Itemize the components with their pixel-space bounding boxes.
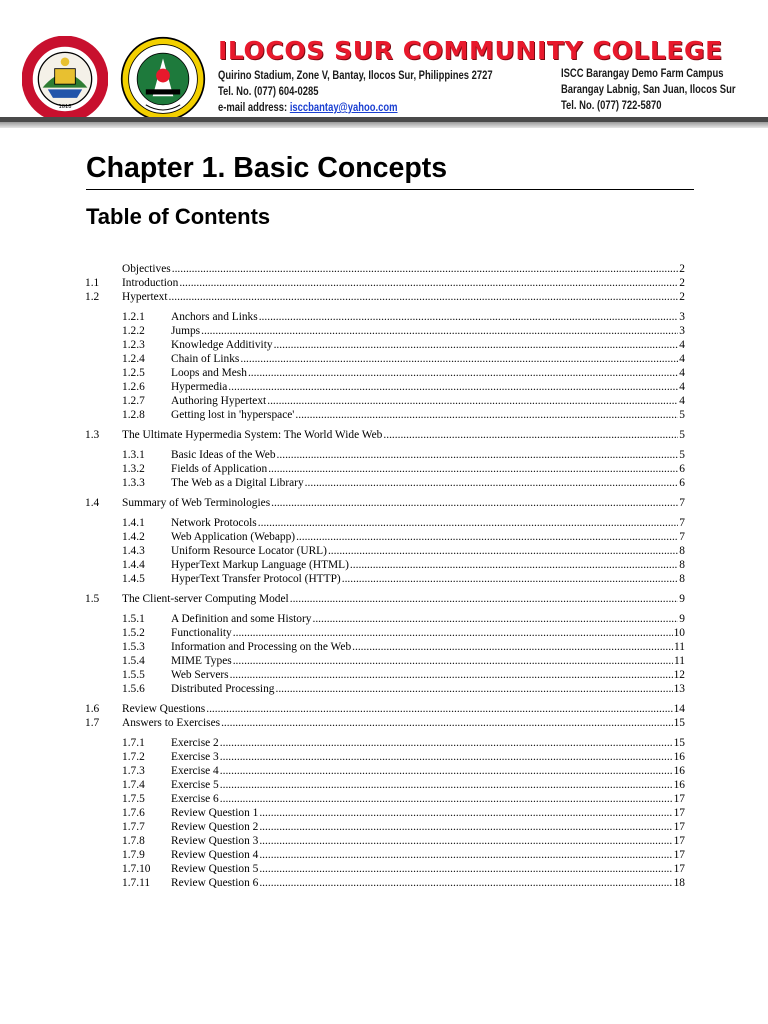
toc-entry[interactable] (85, 366, 685, 380)
toc-dot-leader (296, 530, 678, 544)
toc-entry-page: 6 (679, 477, 685, 489)
toc-entry[interactable] (85, 544, 685, 558)
toc-entry-page: 5 (679, 429, 685, 441)
toc-dot-leader (259, 806, 672, 820)
toc-dot-leader (274, 338, 679, 352)
table-of-contents (85, 262, 685, 890)
toc-entry[interactable] (85, 626, 685, 640)
toc-entry-title: Information and Processing on the Web (171, 641, 352, 653)
toc-dot-leader (220, 778, 673, 792)
toc-entry-page: 18 (673, 877, 685, 889)
email-line (218, 100, 493, 116)
toc-entry-title: The Client-server Computing Model (122, 593, 289, 605)
toc-entry[interactable] (85, 778, 685, 792)
toc-entry-page: 3 (679, 311, 685, 323)
toc-entry-number: 1.4.5 (122, 573, 145, 585)
toc-entry[interactable] (85, 654, 685, 668)
toc-entry[interactable] (85, 448, 685, 462)
toc-entry-page: 4 (679, 353, 685, 365)
toc-entry-title: Exercise 5 (171, 779, 219, 791)
toc-entry[interactable] (85, 592, 685, 606)
toc-dot-leader (352, 640, 673, 654)
toc-entry-number: 1.2 (85, 291, 100, 303)
toc-entry-page: 7 (679, 531, 685, 543)
toc-entry-page: 17 (673, 793, 685, 805)
toc-entry-page: 9 (679, 593, 685, 605)
toc-entry[interactable] (85, 716, 685, 730)
toc-entry-page: 11 (674, 641, 685, 653)
toc-entry-page: 9 (679, 613, 685, 625)
address-block-main (218, 68, 493, 116)
toc-entry-number: 1.4.3 (122, 545, 145, 557)
toc-entry-number: 1.3.1 (122, 449, 145, 461)
toc-entry[interactable] (85, 408, 685, 422)
toc-entry-title: MIME Types (171, 655, 232, 667)
toc-entry-page: 14 (673, 703, 685, 715)
toc-entry[interactable] (85, 310, 685, 324)
toc-entry[interactable] (85, 558, 685, 572)
toc-entry-title: Exercise 2 (171, 737, 219, 749)
toc-dot-leader (290, 592, 679, 606)
toc-entry-title: Loops and Mesh (171, 367, 247, 379)
toc-dot-leader (206, 702, 672, 716)
toc-dot-leader (259, 862, 672, 876)
toc-entry-number: 1.7.11 (122, 877, 151, 889)
toc-entry-number: 1.7.7 (122, 821, 145, 833)
toc-entry-title: Network Protocols (171, 517, 257, 529)
toc-dot-leader (172, 262, 679, 276)
toc-entry-title: Distributed Processing (171, 683, 275, 695)
toc-entry[interactable] (85, 380, 685, 394)
toc-entry-number: 1.7.4 (122, 779, 145, 791)
address-line: Quirino Stadium, Zone V, Bantay, Ilocos Sur, Philippines 2727 (218, 70, 493, 82)
toc-entry-number: 1.6 (85, 703, 100, 715)
toc-dot-leader (179, 276, 678, 290)
toc-entry-title: Knowledge Additivity (171, 339, 273, 351)
toc-entry-page: 4 (679, 381, 685, 393)
toc-entry[interactable] (85, 702, 685, 716)
toc-entry-page: 17 (673, 835, 685, 847)
toc-entry[interactable] (85, 682, 685, 696)
toc-dot-leader (312, 612, 678, 626)
toc-dot-leader (267, 394, 678, 408)
toc-entry-title: Exercise 6 (171, 793, 219, 805)
address-block-campus (561, 66, 736, 114)
toc-entry[interactable] (85, 876, 685, 890)
toc-dot-leader (240, 352, 678, 366)
toc-entry-number: 1.5.3 (122, 641, 145, 653)
toc-entry-number: 1.7.10 (122, 863, 151, 875)
chapter-title: Chapter 1. Basic Concepts (86, 152, 448, 184)
toc-entry[interactable] (85, 820, 685, 834)
toc-dot-leader (328, 544, 678, 558)
toc-dot-leader (169, 290, 679, 304)
campus-address: Barangay Labnig, San Juan, Ilocos Sur (561, 84, 736, 96)
toc-entry-title: Review Question 5 (171, 863, 259, 875)
toc-dot-leader (305, 476, 679, 490)
toc-dot-leader (271, 496, 678, 510)
toc-entry-number: 1.7.2 (122, 751, 145, 763)
toc-entry-page: 13 (673, 683, 685, 695)
toc-dot-leader (248, 366, 678, 380)
toc-entry-number: 1.4 (85, 497, 100, 509)
toc-entry-page: 17 (673, 863, 685, 875)
toc-entry[interactable] (85, 338, 685, 352)
province-seal-icon (22, 36, 108, 122)
toc-entry-title: HyperText Transfer Protocol (HTTP) (171, 573, 341, 585)
toc-entry-page: 5 (679, 409, 685, 421)
toc-entry[interactable] (85, 324, 685, 338)
toc-entry[interactable] (85, 612, 685, 626)
toc-entry-page: 12 (673, 669, 685, 681)
toc-entry-title: The Web as a Digital Library (171, 477, 304, 489)
toc-entry-page: 16 (673, 779, 685, 791)
toc-entry[interactable] (85, 834, 685, 848)
toc-entry[interactable] (85, 290, 685, 304)
toc-entry-page: 15 (673, 737, 685, 749)
toc-dot-leader (295, 408, 678, 422)
toc-entry-page: 5 (679, 449, 685, 461)
toc-entry[interactable] (85, 640, 685, 654)
toc-entry-title: Review Question 4 (171, 849, 259, 861)
phone-line: Tel. No. (077) 604-0285 (218, 86, 319, 98)
toc-entry-title: Objectives (122, 263, 171, 275)
toc-entry-title: Review Question 3 (171, 835, 259, 847)
title-rule (86, 189, 694, 190)
toc-entry[interactable] (85, 736, 685, 750)
toc-entry-page: 17 (673, 849, 685, 861)
toc-entry-number: 1.2.2 (122, 325, 145, 337)
toc-entry-title: Web Servers (171, 669, 229, 681)
toc-dot-leader (259, 820, 672, 834)
toc-entry-title: Review Question 1 (171, 807, 259, 819)
toc-entry-title: Web Application (Webapp) (171, 531, 296, 543)
toc-entry-number: 1.7.8 (122, 835, 145, 847)
toc-dot-leader (220, 792, 673, 806)
toc-entry-title: Fields of Application (171, 463, 268, 475)
toc-entry-title: Getting lost in 'hyperspace' (171, 409, 295, 421)
toc-entry-number: 1.2.7 (122, 395, 145, 407)
toc-entry-number: 1.2.6 (122, 381, 145, 393)
toc-entry-page: 17 (673, 821, 685, 833)
email-label: e-mail address: (218, 102, 288, 114)
toc-dot-leader (342, 572, 679, 586)
toc-entry-title: Functionality (171, 627, 232, 639)
toc-entry-title: Review Question 2 (171, 821, 259, 833)
toc-dot-leader (220, 750, 673, 764)
toc-entry-page: 7 (679, 517, 685, 529)
toc-entry-title: Summary of Web Terminologies (122, 497, 271, 509)
toc-entry[interactable] (85, 496, 685, 510)
toc-entry[interactable] (85, 792, 685, 806)
toc-entry-page: 6 (679, 463, 685, 475)
svg-text:1818: 1818 (58, 104, 72, 111)
toc-entry-title: Exercise 3 (171, 751, 219, 763)
toc-entry-page: 7 (679, 497, 685, 509)
toc-entry-title: Hypermedia (171, 381, 228, 393)
toc-dot-leader (277, 448, 679, 462)
toc-entry[interactable] (85, 530, 685, 544)
toc-dot-leader (268, 462, 678, 476)
toc-entry-title: Chain of Links (171, 353, 240, 365)
toc-dot-leader (220, 764, 673, 778)
toc-dot-leader (275, 682, 672, 696)
toc-entry-number: 1.4.4 (122, 559, 145, 571)
toc-entry-number: 1.4.2 (122, 531, 145, 543)
toc-dot-leader (259, 310, 679, 324)
toc-entry-number: 1.7 (85, 717, 100, 729)
toc-dot-leader (383, 428, 678, 442)
toc-entry-title: Review Question 6 (171, 877, 259, 889)
toc-entry-number: 1.2.1 (122, 311, 145, 323)
toc-dot-leader (259, 834, 672, 848)
college-seal-icon (120, 36, 206, 122)
toc-entry-title: A Definition and some History (171, 613, 312, 625)
toc-entry[interactable] (85, 848, 685, 862)
toc-entry[interactable] (85, 262, 685, 276)
toc-entry-title: Uniform Resource Locator (URL) (171, 545, 327, 557)
toc-entry-page: 2 (679, 277, 685, 289)
toc-dot-leader (259, 876, 672, 890)
toc-entry[interactable] (85, 462, 685, 476)
toc-entry[interactable] (85, 764, 685, 778)
toc-entry-number: 1.5.5 (122, 669, 145, 681)
college-name: ILOCOS SUR COMMUNITY COLLEGE (218, 36, 723, 65)
toc-entry-number: 1.2.3 (122, 339, 145, 351)
toc-entry-number: 1.3.3 (122, 477, 145, 489)
toc-entry-page: 8 (679, 559, 685, 571)
toc-dot-leader (258, 516, 679, 530)
toc-entry-page: 4 (679, 395, 685, 407)
toc-entry-number: 1.7.9 (122, 849, 145, 861)
toc-entry[interactable] (85, 806, 685, 820)
toc-entry-number: 1.3 (85, 429, 100, 441)
toc-entry-number: 1.5 (85, 593, 100, 605)
toc-entry[interactable] (85, 572, 685, 586)
toc-entry-number: 1.4.1 (122, 517, 145, 529)
toc-entry-title: Jumps (171, 325, 201, 337)
toc-entry-number: 1.2.8 (122, 409, 145, 421)
toc-dot-leader (233, 654, 673, 668)
campus-name: ISCC Barangay Demo Farm Campus (561, 68, 724, 80)
campus-phone: Tel. No. (077) 722-5870 (561, 100, 662, 112)
toc-entry[interactable] (85, 276, 685, 290)
toc-entry[interactable] (85, 394, 685, 408)
toc-entry[interactable] (85, 750, 685, 764)
toc-dot-leader (228, 380, 678, 394)
toc-entry-title: Anchors and Links (171, 311, 258, 323)
toc-entry-page: 4 (679, 339, 685, 351)
toc-entry-number: 1.1 (85, 277, 100, 289)
toc-entry-number: 1.5.6 (122, 683, 145, 695)
toc-entry-page: 4 (679, 367, 685, 379)
toc-entry-page: 10 (673, 627, 685, 639)
toc-entry-number: 1.2.4 (122, 353, 145, 365)
toc-entry-page: 3 (679, 325, 685, 337)
toc-entry[interactable] (85, 476, 685, 490)
toc-entry-number: 1.7.3 (122, 765, 145, 777)
toc-entry[interactable] (85, 862, 685, 876)
toc-heading: Table of Contents (86, 204, 271, 229)
toc-entry-title: Exercise 4 (171, 765, 219, 777)
toc-dot-leader (201, 324, 678, 338)
toc-entry-number: 1.5.1 (122, 613, 145, 625)
toc-entry-number: 1.2.5 (122, 367, 145, 379)
toc-entry-number: 1.7.1 (122, 737, 145, 749)
toc-dot-leader (230, 668, 673, 682)
toc-entry-number: 1.5.4 (122, 655, 145, 667)
toc-entry-page: 17 (673, 807, 685, 819)
toc-dot-leader (233, 626, 673, 640)
toc-entry-title: Hypertext (122, 291, 168, 303)
toc-entry-page: 16 (673, 751, 685, 763)
toc-entry-page: 15 (673, 717, 685, 729)
toc-entry[interactable] (85, 428, 685, 442)
toc-entry-number: 1.7.5 (122, 793, 145, 805)
toc-entry-title: The Ultimate Hypermedia System: The World Wide Web (122, 429, 383, 441)
toc-entry-number: 1.5.2 (122, 627, 145, 639)
toc-entry-page: 8 (679, 573, 685, 585)
header-divider-shade (0, 122, 768, 128)
toc-entry-page: 11 (674, 655, 685, 667)
toc-entry-page: 2 (679, 263, 685, 275)
toc-entry-title: Authoring Hypertext (171, 395, 267, 407)
toc-dot-leader (220, 736, 673, 750)
toc-entry[interactable] (85, 352, 685, 366)
toc-dot-leader (221, 716, 673, 730)
toc-dot-leader (259, 848, 672, 862)
toc-entry-number: 1.3.2 (122, 463, 145, 475)
toc-entry-title: HyperText Markup Language (HTML) (171, 559, 349, 571)
toc-entry-number: 1.7.6 (122, 807, 145, 819)
email-link[interactable]: isccbantay@yahoo.com (289, 102, 398, 114)
toc-entry[interactable] (85, 516, 685, 530)
toc-entry-page: 8 (679, 545, 685, 557)
toc-entry[interactable] (85, 668, 685, 682)
toc-entry-title: Answers to Exercises (122, 717, 221, 729)
toc-entry-title: Introduction (122, 277, 179, 289)
toc-entry-title: Review Questions (122, 703, 206, 715)
toc-entry-page: 16 (673, 765, 685, 777)
toc-entry-page: 2 (679, 291, 685, 303)
toc-entry-title: Basic Ideas of the Web (171, 449, 276, 461)
toc-dot-leader (350, 558, 678, 572)
